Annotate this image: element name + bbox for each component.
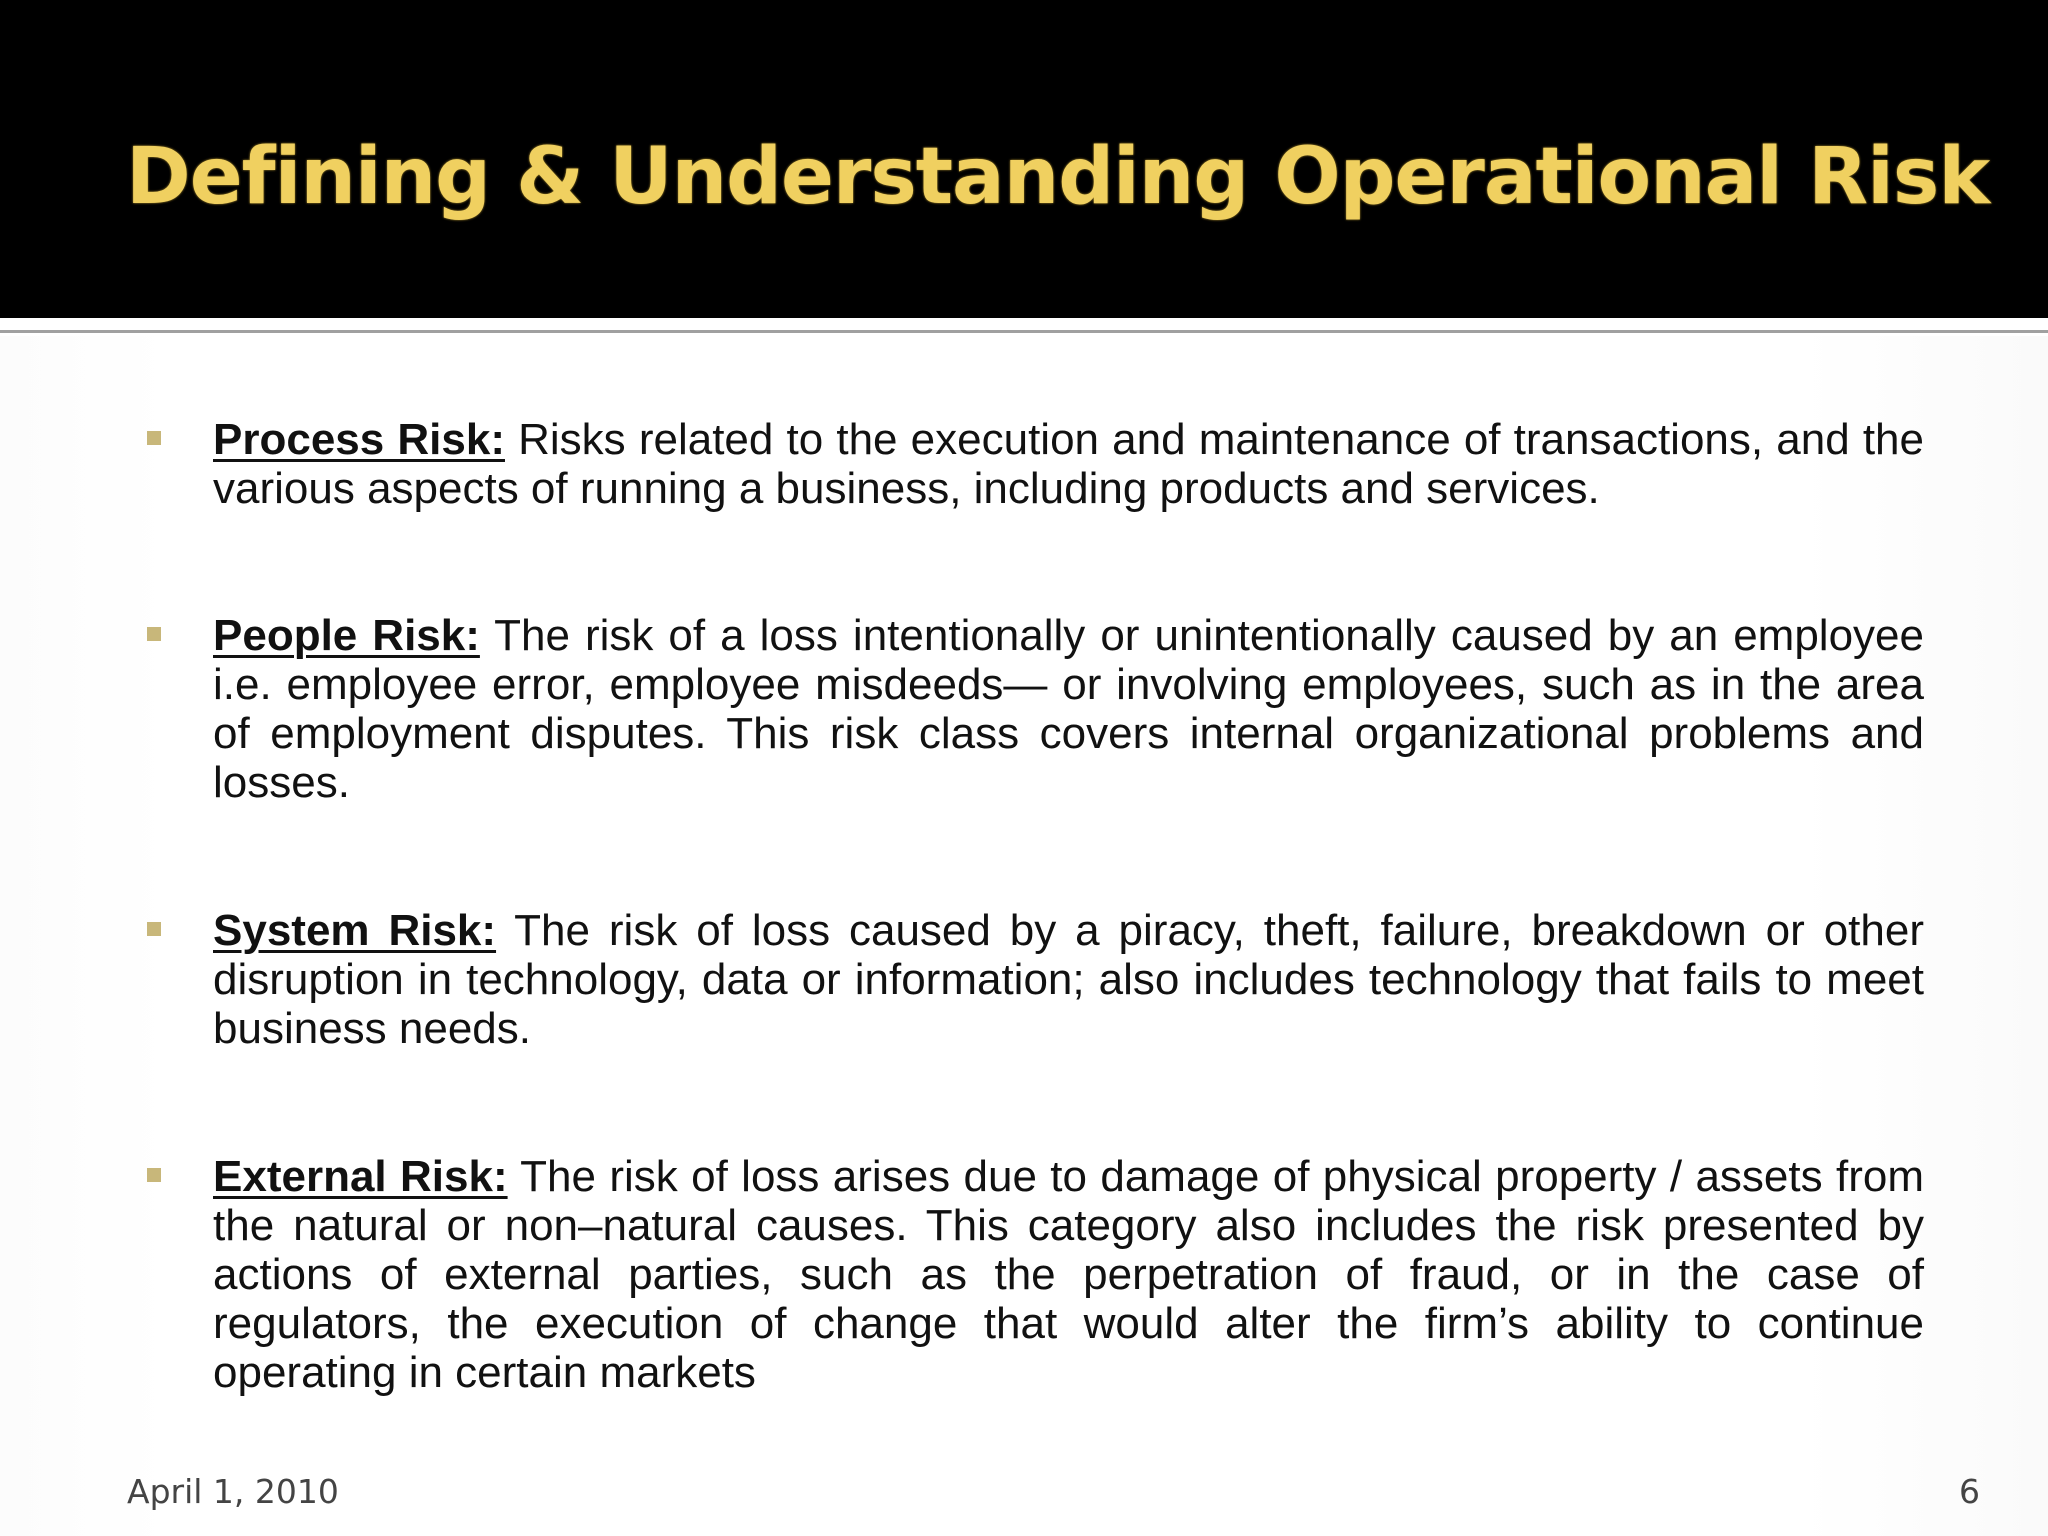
slide-number: 6	[1959, 1472, 1980, 1511]
bullet-term: System Risk:	[213, 906, 497, 955]
bullet-text: Risks related to the execution and maintenance of transactions, and the various aspects of running a business, including products and services.	[213, 415, 1924, 513]
square-bullet-icon	[147, 922, 161, 936]
bullet-system-risk	[213, 906, 1924, 1053]
footer-date: April 1, 2010	[127, 1472, 339, 1511]
bullet-term: Process Risk:	[213, 415, 505, 464]
bullet-term: External Risk:	[213, 1152, 508, 1201]
bullet-external-risk	[213, 1152, 1924, 1397]
bullet-people-risk	[213, 611, 1924, 807]
square-bullet-icon	[147, 627, 161, 641]
slide-title: Defining & Understanding Operational Risk	[126, 132, 1990, 222]
bullet-text: The risk of loss caused by a piracy, theft, failure, breakdown or other disruption in technology, data or information; also includes technology that fails to meet business needs.	[213, 906, 1924, 1053]
bullet-text: The risk of a loss intentionally or unintentionally caused by an employee i.e. employee error, employee misdeeds— or involving employees, such as in the area of employment disputes. This risk class covers internal organizational problems and losses.	[213, 611, 1924, 807]
bullet-term: People Risk:	[213, 611, 480, 660]
square-bullet-icon	[147, 431, 161, 445]
square-bullet-icon	[147, 1168, 161, 1182]
bullet-process-risk	[213, 415, 1924, 513]
bullet-text: The risk of loss arises due to damage of physical property / assets from the natural or non–natural causes. This category also includes the risk presented by actions of external parties, such as the perpetration of fraud, or in the case of regulators, the execution of change that would alter the firm’s ability to continue operating in certain markets	[213, 1152, 1924, 1397]
